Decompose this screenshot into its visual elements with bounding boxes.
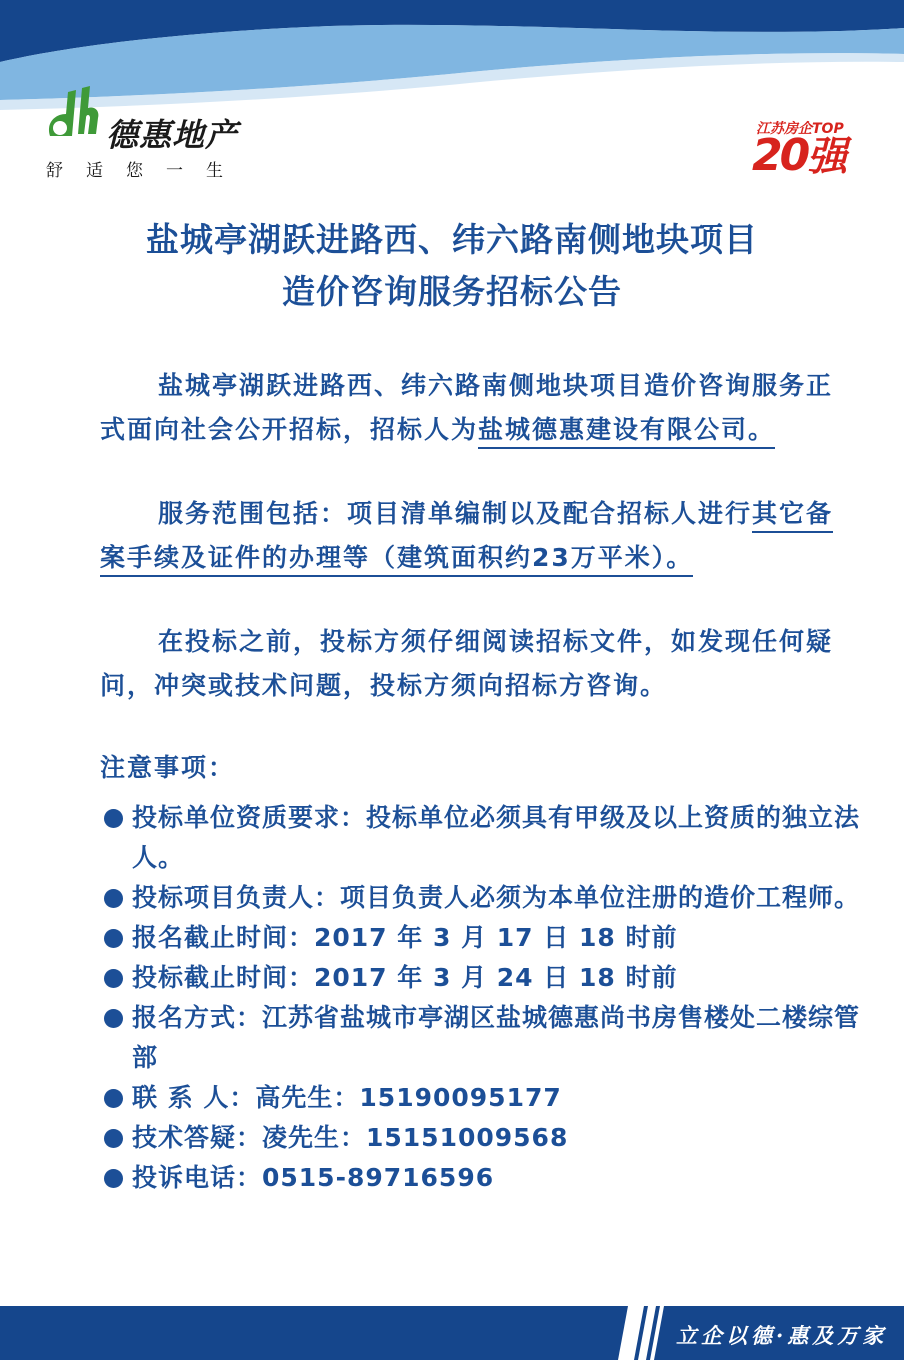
footer-slogan: 立企以德·惠及万家 — [676, 1323, 888, 1348]
paragraph2-text: 服务范围包括：项目清单编制以及配合招标人进行 — [158, 499, 753, 528]
note-item — [100, 878, 860, 918]
notes-heading: 注意事项： — [100, 753, 236, 782]
note-item — [100, 958, 860, 998]
note-text: 投标截止时间：2017 年 3 月 24 日 18 时前 — [132, 963, 678, 992]
note-text: 投诉电话：0515-89716596 — [132, 1163, 495, 1192]
notes-list — [100, 798, 860, 1198]
paragraph1-text: 盐城亭湖跃进路西、纬六路南侧地块项目造价咨询服务正式面向社会公开招标，招标人为 — [100, 371, 834, 444]
bullet-icon — [104, 1129, 123, 1148]
tenderer-name: 盐城德惠建设有限公司。 — [478, 415, 775, 449]
dh-logo-icon — [44, 84, 102, 148]
brand-slogan: 舒适您一生 — [46, 161, 246, 181]
note-text: 投标项目负责人：项目负责人必须为本单位注册的造价工程师。 — [132, 883, 861, 912]
note-text: 报名截止时间：2017 年 3 月 17 日 18 时前 — [132, 923, 678, 952]
bullet-icon — [104, 1169, 123, 1188]
paragraph-bidding-advice: 在投标之前，投标方须仔细阅读招标文件，如发现任何疑问，冲突或技术问题，投标方须向招标方咨询。 — [100, 627, 834, 700]
top20-suffix: 强 — [807, 134, 845, 180]
top20-number — [752, 132, 844, 181]
note-text: 技术答疑：凌先生：15151009568 — [132, 1123, 569, 1152]
page-title-line2: 造价咨询服务招标公告 — [282, 272, 622, 311]
note-text: 联 系 人：高先生：15190095177 — [132, 1083, 562, 1112]
top20-digits: 20 — [752, 130, 808, 181]
note-item — [100, 918, 860, 958]
bullet-icon — [104, 809, 123, 828]
page-title-line1: 盐城亭湖跃进路西、纬六路南侧地块项目 — [146, 220, 758, 259]
note-item — [100, 798, 860, 878]
note-text: 报名方式：江苏省盐城市亭湖区盐城德惠尚书房售楼处二楼综管部 — [132, 1003, 861, 1072]
bullet-icon — [104, 889, 123, 908]
bullet-icon — [104, 1009, 123, 1028]
paragraph-tender-intro — [100, 364, 840, 452]
top20-badge — [752, 118, 862, 182]
bullet-icon — [104, 1089, 123, 1108]
note-item — [100, 1158, 860, 1198]
bullet-icon — [104, 929, 123, 948]
service-scope-detail: 其它备案手续及证件的办理等（建筑面积约23万平米）。 — [100, 499, 833, 577]
note-text: 投标单位资质要求：投标单位必须具有甲级及以上资质的独立法人。 — [132, 803, 861, 872]
note-item — [100, 1078, 860, 1118]
company-logo — [44, 84, 264, 180]
brand-name: 德惠地产 — [106, 116, 239, 154]
paragraph-service-scope — [100, 492, 840, 580]
note-item — [100, 1118, 860, 1158]
top20-label: 江苏房企TOP — [756, 121, 844, 137]
note-item — [100, 998, 860, 1078]
bullet-icon — [104, 969, 123, 988]
